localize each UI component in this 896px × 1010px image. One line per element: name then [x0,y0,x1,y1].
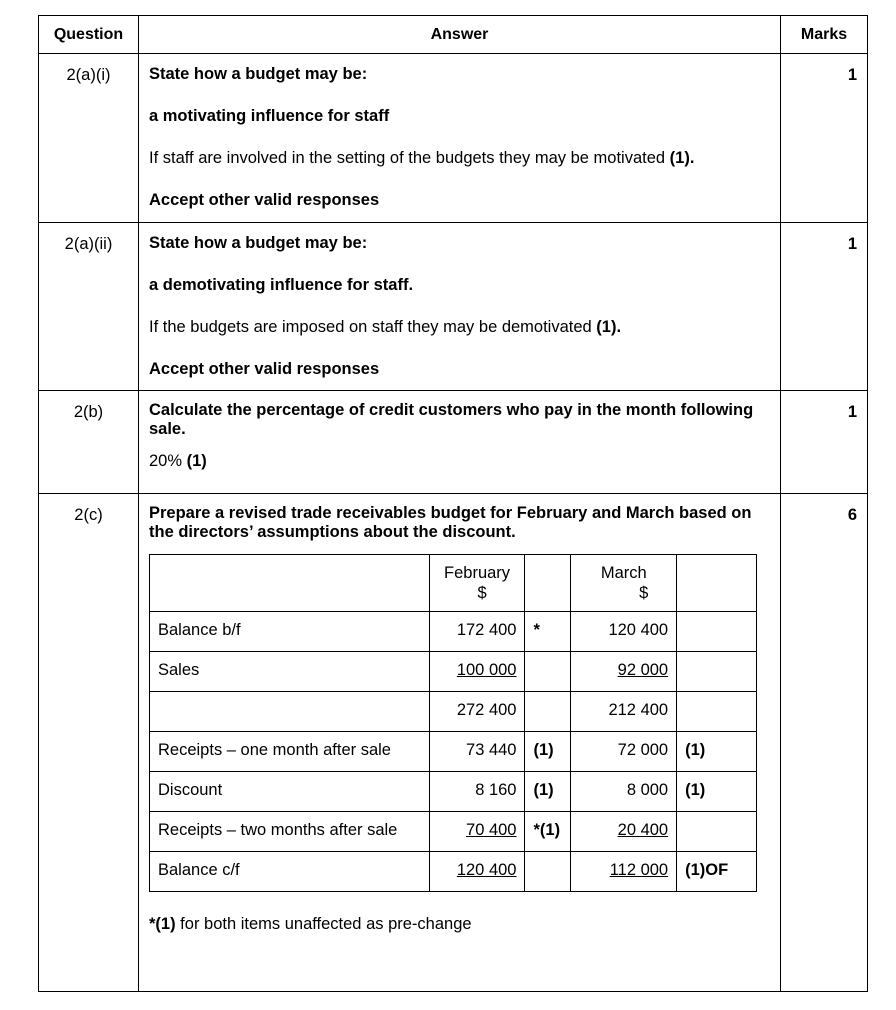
answer-line [149,148,770,168]
february-header [429,555,525,612]
march-value [571,692,677,732]
february-mark-text: (1) [533,781,554,799]
row-label [150,612,430,652]
february-value [429,772,525,812]
march-value-text: 120 400 [608,621,669,639]
march-mark-header [677,555,757,612]
march-value-text: 212 400 [608,701,669,719]
question-number: 2(a)(i) [39,54,139,223]
answer-header: Answer [139,16,781,54]
month-label: February [444,564,511,582]
answer-line: State how a budget may be: [149,65,368,83]
row-label-text: Receipts – one month after sale [158,741,391,759]
mark-scheme-table [38,15,868,992]
february-value [429,692,525,732]
february-value-text: 73 440 [466,741,517,759]
marks-value: 1 [781,54,868,223]
label-header [150,555,430,612]
february-mark-header [525,555,571,612]
answer-cell [139,494,781,992]
question-number: 2(b) [39,391,139,494]
answer-text: 20% [149,452,187,470]
row-label [150,812,430,852]
question-number: 2(c) [39,494,139,992]
march-value [571,852,677,892]
february-mark [525,852,571,892]
march-value-text: 72 000 [617,741,669,759]
answer-line: Calculate the percentage of credit customers who pay in the month following sale. [149,401,754,438]
budget-row [150,652,757,692]
march-mark [677,612,757,652]
february-mark-text: * [533,621,540,639]
row-label-text: Discount [158,781,223,799]
february-mark [525,772,571,812]
row-label-text: Balance b/f [158,621,241,639]
february-mark [525,652,571,692]
question-header: Question [39,16,139,54]
answer-line: Accept other valid responses [149,191,380,209]
budget-row [150,692,757,732]
row-label-text: Receipts – two months after sale [158,821,398,839]
february-value-text: 100 000 [456,661,517,679]
question-number: 2(a)(ii) [39,223,139,391]
answer-line: a demotivating influence for staff. [149,276,414,294]
february-mark [525,812,571,852]
march-mark-text: (1) [685,781,706,799]
march-mark-text: (1) [685,741,706,759]
march-value [571,652,677,692]
february-value-text: 8 160 [475,781,517,799]
march-value-text: 8 000 [626,781,669,799]
answer-line: Prepare a revised trade receivables budget for February and March based on the directors’ assumptions about the discount. [149,504,752,541]
february-value-text: 172 400 [456,621,517,639]
marks-value: 6 [781,494,868,992]
marks-value: 1 [781,391,868,494]
march-value-text: 112 000 [609,861,669,879]
budget-row [150,852,757,892]
row-label-text: Sales [158,661,200,679]
footnote-mark: *(1) [149,915,176,933]
mark-allocation: (1) [186,452,207,470]
february-mark [525,612,571,652]
march-mark [677,772,757,812]
february-mark-text: *(1) [533,821,561,839]
answer-text: If the budgets are imposed on staff they may be demotivated [149,318,597,336]
march-value-text: 20 400 [617,821,669,839]
mark-allocation: (1). [596,318,622,336]
row-label [150,772,430,812]
table-row [39,391,868,494]
table-row [39,494,868,992]
march-mark-text: (1)OF [685,861,729,879]
header-row [39,16,868,54]
row-label [150,732,430,772]
march-value-text: 92 000 [617,661,669,679]
february-value-text: 272 400 [456,701,517,719]
answer-text: If staff are involved in the setting of the budgets they may be motivated [149,149,670,167]
budget-row [150,812,757,852]
budget-header-row [150,555,757,612]
february-mark [525,692,571,732]
footnote-text: for both items unaffected as pre-change [175,915,472,933]
march-mark [677,812,757,852]
marks-header: Marks [781,16,868,54]
answer-cell [139,391,781,494]
currency-label: $ [477,584,487,602]
answer-cell [139,223,781,391]
answer-line [149,317,770,337]
february-value [429,812,525,852]
february-value [429,612,525,652]
budget-row [150,612,757,652]
february-mark [525,732,571,772]
budget-row [150,772,757,812]
row-label [150,852,430,892]
march-value [571,812,677,852]
march-header [571,555,677,612]
row-label-text: Balance c/f [158,861,240,879]
month-label: March [600,564,647,582]
february-mark-text: (1) [533,741,554,759]
budget-row [150,732,757,772]
row-label [150,652,430,692]
receivables-budget-table [149,554,757,892]
row-label [150,692,430,732]
answer-line: Accept other valid responses [149,360,380,378]
february-value [429,652,525,692]
answer-line [149,451,770,471]
february-value-text: 70 400 [466,821,517,839]
answer-cell [139,54,781,223]
february-value-text: 120 400 [456,861,517,879]
table-row [39,54,868,223]
march-value [571,732,677,772]
february-value [429,732,525,772]
mark-allocation: (1). [669,149,695,167]
march-value [571,772,677,812]
footnote [149,914,770,934]
march-mark [677,652,757,692]
march-mark [677,732,757,772]
march-mark [677,692,757,732]
answer-line: a motivating influence for staff [149,107,390,125]
february-value [429,852,525,892]
table-row [39,223,868,391]
currency-label: $ [639,584,649,602]
marks-value: 1 [781,223,868,391]
answer-line: State how a budget may be: [149,234,368,252]
march-value [571,612,677,652]
march-mark [677,852,757,892]
